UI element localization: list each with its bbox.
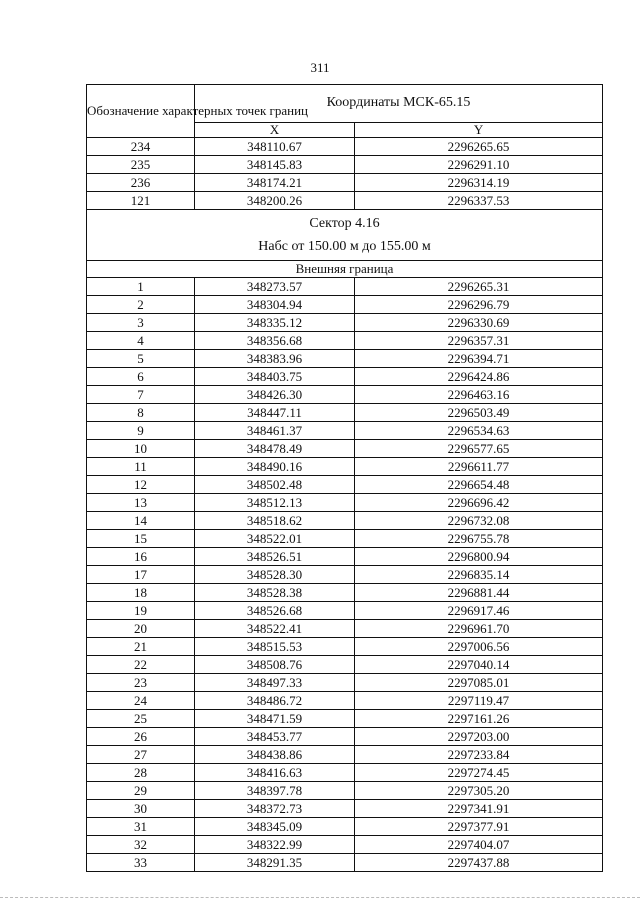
point-cell: 31 [87, 818, 195, 836]
y-cell: 2296654.48 [355, 476, 603, 494]
point-cell: 121 [87, 192, 195, 210]
point-cell: 6 [87, 368, 195, 386]
x-cell: 348512.13 [195, 494, 355, 512]
y-cell: 2296577.65 [355, 440, 603, 458]
x-cell: 348291.35 [195, 854, 355, 872]
x-cell: 348322.99 [195, 836, 355, 854]
point-cell: 10 [87, 440, 195, 458]
x-cell: 348508.76 [195, 656, 355, 674]
y-cell: 2297203.00 [355, 728, 603, 746]
x-cell: 348522.41 [195, 620, 355, 638]
table-row [87, 332, 603, 350]
table-row [87, 440, 603, 458]
page-bottom-edge [0, 897, 640, 899]
point-cell: 235 [87, 156, 195, 174]
x-cell: 348438.86 [195, 746, 355, 764]
point-cell: 16 [87, 548, 195, 566]
x-cell: 348145.83 [195, 156, 355, 174]
y-cell: 2297006.56 [355, 638, 603, 656]
x-cell: 348416.63 [195, 764, 355, 782]
table-row [87, 656, 603, 674]
y-cell: 2296611.77 [355, 458, 603, 476]
y-cell: 2296424.86 [355, 368, 603, 386]
point-cell: 30 [87, 800, 195, 818]
y-cell: 2296291.10 [355, 156, 603, 174]
y-cell: 2297119.47 [355, 692, 603, 710]
y-cell: 2297305.20 [355, 782, 603, 800]
y-cell: 2296265.31 [355, 278, 603, 296]
point-cell: 24 [87, 692, 195, 710]
point-cell: 1 [87, 278, 195, 296]
point-cell: 5 [87, 350, 195, 368]
point-cell: 11 [87, 458, 195, 476]
table-row [87, 422, 603, 440]
y-cell: 2296330.69 [355, 314, 603, 332]
table-row [87, 584, 603, 602]
table-row [87, 710, 603, 728]
x-cell: 348486.72 [195, 692, 355, 710]
point-cell: 23 [87, 674, 195, 692]
y-cell: 2297085.01 [355, 674, 603, 692]
point-cell: 2 [87, 296, 195, 314]
point-cell: 7 [87, 386, 195, 404]
table-row [87, 692, 603, 710]
point-cell: 9 [87, 422, 195, 440]
height-range: Набс от 150.00 м до 155.00 м [258, 238, 431, 254]
table-row [87, 746, 603, 764]
point-cell: 26 [87, 728, 195, 746]
coordinates-table [86, 84, 603, 872]
y-cell: 2296755.78 [355, 530, 603, 548]
x-cell: 348461.37 [195, 422, 355, 440]
y-cell: 2296800.94 [355, 548, 603, 566]
y-cell: 2296296.79 [355, 296, 603, 314]
table-row [87, 174, 603, 192]
table-row [87, 548, 603, 566]
y-cell: 2297341.91 [355, 800, 603, 818]
table-row [87, 602, 603, 620]
point-cell: 17 [87, 566, 195, 584]
x-cell: 348356.68 [195, 332, 355, 350]
x-cell: 348453.77 [195, 728, 355, 746]
table-row [87, 368, 603, 386]
coordinates-system-header: Координаты МСК-65.15 [195, 85, 603, 123]
x-cell: 348447.11 [195, 404, 355, 422]
x-cell: 348497.33 [195, 674, 355, 692]
table-row [87, 638, 603, 656]
y-cell: 2296835.14 [355, 566, 603, 584]
x-cell: 348345.09 [195, 818, 355, 836]
x-cell: 348528.38 [195, 584, 355, 602]
x-cell: 348372.73 [195, 800, 355, 818]
y-cell: 2296503.49 [355, 404, 603, 422]
table-header [87, 85, 603, 138]
x-cell: 348397.78 [195, 782, 355, 800]
table-row [87, 156, 603, 174]
x-cell: 348174.21 [195, 174, 355, 192]
table-row [87, 674, 603, 692]
point-cell: 18 [87, 584, 195, 602]
table-row [87, 566, 603, 584]
y-cell: 2296961.70 [355, 620, 603, 638]
table-row [87, 782, 603, 800]
point-cell: 21 [87, 638, 195, 656]
table-row [87, 278, 603, 296]
table-row [87, 728, 603, 746]
page-number: 311 [310, 60, 330, 75]
y-cell: 2296463.16 [355, 386, 603, 404]
table-row [87, 764, 603, 782]
sector-header [87, 210, 603, 261]
table-row [87, 350, 603, 368]
x-cell: 348522.01 [195, 530, 355, 548]
x-cell: 348335.12 [195, 314, 355, 332]
y-cell: 2296314.19 [355, 174, 603, 192]
point-cell: 15 [87, 530, 195, 548]
table-row [87, 296, 603, 314]
x-cell: 348304.94 [195, 296, 355, 314]
x-cell: 348518.62 [195, 512, 355, 530]
x-cell: 348471.59 [195, 710, 355, 728]
y-cell: 2297040.14 [355, 656, 603, 674]
table-row [87, 620, 603, 638]
x-cell: 348110.67 [195, 138, 355, 156]
y-column-header: Y [355, 122, 603, 137]
point-cell: 29 [87, 782, 195, 800]
point-cell: 14 [87, 512, 195, 530]
y-cell: 2297233.84 [355, 746, 603, 764]
point-cell: 33 [87, 854, 195, 872]
point-cell: 25 [87, 710, 195, 728]
y-cell: 2296534.63 [355, 422, 603, 440]
sector-section [87, 210, 603, 278]
y-cell: 2297274.45 [355, 764, 603, 782]
point-cell: 27 [87, 746, 195, 764]
table-row [87, 800, 603, 818]
x-cell: 348383.96 [195, 350, 355, 368]
x-cell: 348528.30 [195, 566, 355, 584]
point-cell: 8 [87, 404, 195, 422]
table-row [87, 530, 603, 548]
top-rows [87, 138, 603, 210]
point-cell: 3 [87, 314, 195, 332]
x-cell: 348273.57 [195, 278, 355, 296]
y-cell: 2296732.08 [355, 512, 603, 530]
x-cell: 348526.51 [195, 548, 355, 566]
x-cell: 348502.48 [195, 476, 355, 494]
y-cell: 2296265.65 [355, 138, 603, 156]
y-cell: 2296357.31 [355, 332, 603, 350]
y-cell: 2296881.44 [355, 584, 603, 602]
point-cell: 19 [87, 602, 195, 620]
table-row [87, 192, 603, 210]
point-cell: 28 [87, 764, 195, 782]
boundary-label: Внешняя граница [87, 261, 603, 278]
y-cell: 2297437.88 [355, 854, 603, 872]
point-cell: 22 [87, 656, 195, 674]
point-cell: 236 [87, 174, 195, 192]
x-column-header: X [195, 122, 355, 137]
point-cell: 20 [87, 620, 195, 638]
table-row [87, 386, 603, 404]
table-row [87, 314, 603, 332]
table-row [87, 404, 603, 422]
y-cell: 2296917.46 [355, 602, 603, 620]
table-row [87, 512, 603, 530]
x-cell: 348478.49 [195, 440, 355, 458]
point-column-header: Обозначение характерных точек границ [87, 85, 195, 138]
table-row [87, 854, 603, 872]
point-cell: 12 [87, 476, 195, 494]
table-row [87, 476, 603, 494]
sector-title: Сектор 4.16 [309, 215, 380, 231]
y-cell: 2296394.71 [355, 350, 603, 368]
x-cell: 348403.75 [195, 368, 355, 386]
table-row [87, 138, 603, 156]
point-cell: 13 [87, 494, 195, 512]
x-cell: 348200.26 [195, 192, 355, 210]
table-row [87, 818, 603, 836]
table-row [87, 458, 603, 476]
x-cell: 348515.53 [195, 638, 355, 656]
x-cell: 348490.16 [195, 458, 355, 476]
y-cell: 2297377.91 [355, 818, 603, 836]
y-cell: 2296337.53 [355, 192, 603, 210]
point-cell: 4 [87, 332, 195, 350]
boundary-rows [87, 278, 603, 872]
y-cell: 2297404.07 [355, 836, 603, 854]
x-cell: 348426.30 [195, 386, 355, 404]
y-cell: 2296696.42 [355, 494, 603, 512]
point-cell: 234 [87, 138, 195, 156]
table-row [87, 494, 603, 512]
y-cell: 2297161.26 [355, 710, 603, 728]
x-cell: 348526.68 [195, 602, 355, 620]
point-cell: 32 [87, 836, 195, 854]
table-row [87, 836, 603, 854]
